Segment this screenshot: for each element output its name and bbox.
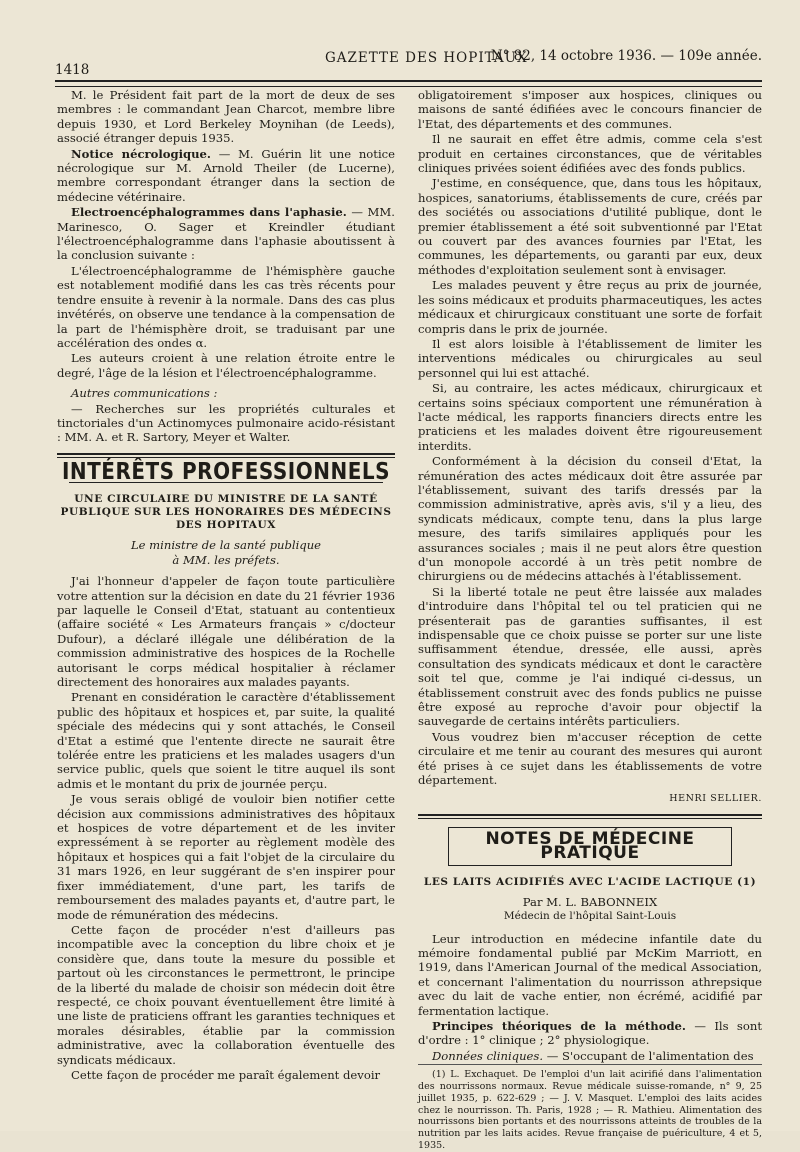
paragraph: J'ai l'honneur d'appeler de façon toute particulière votre attention sur la décision en date du 21 février 1936 par laquelle le Conseil d'Etat, statuant au contentieux (affaire société « Les Armateurs français » c/docteur Dufour), a déclaré illégale une délibération de la commission administrative des hospices de la Rochelle autorisant le corps médical hospitalier à réclamer directement des honoraires aux malades payants. (57, 574, 395, 689)
issue-info: N° 82, 14 octobre 1936. — 109e année. (490, 48, 762, 64)
paragraph: Autres communications : (71, 386, 218, 401)
paragraph (418, 1019, 762, 1048)
paragraph: obligatoirement s'imposer aux hospices, cliniques ou maisons de santé édifiées avec le concours financier de l'Etat, des départements et des communes. (418, 88, 762, 131)
page-header (55, 44, 762, 78)
section-heading: NOTES DE MÉDECINE PRATIQUE (448, 827, 732, 866)
paragraph: L'électroencéphalogramme de l'hémisphère gauche est notablement modifié dans les cas très récents pour tendre ensuite à revenir à la normale. Dans des cas plus invétérés, on observe une tendance à la compensation de la part de l'hémisphère droit, se traduisant par une accélération des ondes α. (57, 263, 395, 350)
addressee-line: Le ministre de la santé publique (130, 538, 322, 553)
paragraph: Si, au contraire, les actes médicaux, chirurgicaux et certains soins spéciaux comportent une rémunération à l'acte médical, les rapports financiers directs entre les praticiens et les malades doivent être rigoureusement interdits. (418, 381, 762, 453)
paragraph: Leur introduction en médecine infantile date du mémoire fondamental publié par McKim Marriott, en 1919, dans l'American Journal of the medical Association, et concernant l'alimentation du nourrisson athrepsique avec du lait de vache entier, non écrémé, acidifié par fermentation lactique. (418, 931, 762, 1018)
paragraph: Les malades peuvent y être reçus au prix de journée, les soins médicaux et produits pharmaceutiques, les actes médicaux et chirurgicaux constituant une sorte de forfait compris dans le prix de journée. (418, 278, 762, 336)
signature: HENRI SELLIER. (669, 792, 762, 804)
paragraph (418, 1049, 762, 1063)
page-number: 1418 (55, 62, 90, 78)
paragraph (57, 205, 395, 263)
paragraph-heading: Electroencéphalogrammes dans l'aphasie. (71, 205, 347, 220)
journal-title: GAZETTE DES HOPITAUX (325, 50, 528, 66)
header-rule (55, 80, 762, 87)
right-column (418, 88, 762, 1152)
section-rule (418, 814, 762, 819)
paragraph: Vous voudrez bien m'accuser réception de cette circulaire et me tenir au courant des mesures qui auront été prises à ce sujet dans les établissements de votre département. (418, 729, 762, 788)
paragraph: Cette façon de procéder me paraît également devoir (71, 1067, 381, 1082)
paragraph: Cette façon de procéder n'est d'ailleurs pas incompatible avec la conception du libre choix et je considère que, dans toute la mesure du possible et partout où les circonstances le permettront, le principe de la liberté du malade de choisir son médecin doit être respecté, ce choix pouvant éventuellement être limité à une liste de praticiens offrant les garanties techniques et morales désirables, établie par la commission administrative, avec la collaboration éventuelle des syndicats médicaux. (57, 922, 395, 1067)
paragraph-heading: Principes théoriques de la méthode. (432, 1018, 686, 1033)
paragraph-text: — M. Guérin lit une notice nécrologique sur M. Arnold Theiler (de Lucerne), membre correspondant étranger dans la section de médecine vétérinaire. (57, 146, 396, 204)
addressee (57, 538, 395, 568)
paragraph-text: — S'occupant de l'alimentation des (543, 1048, 754, 1063)
paragraph: — Recherches sur les propriétés culturales et tinctoriales d'un Actinomyces pulmonaire acido-résistant : MM. A. et R. Sartory, Meyer et Walter. (57, 401, 395, 445)
paragraph-heading: Notice nécrologique. (71, 146, 211, 161)
paragraph-heading: Données cliniques. (432, 1048, 544, 1063)
paragraph: Je vous serais obligé de vouloir bien notifier cette décision aux commissions administratives des hôpitaux et hospices de votre département et de les inviter expressément à se reporter au règlement modèle des hôpitaux et hospices qui a fait l'objet de la circulaire du 31 mars 1926, en leur suggérant de s'en inspirer pour fixer immédiatement, d'une part, les tarifs de remboursement des malades payants et, d'autre part, le mode de rémunération des médecins. (57, 792, 395, 922)
article-title: LES LAITS ACIDIFIÉS AVEC L'ACIDE LACTIQUE (1) (423, 875, 757, 888)
paragraph-text: — MM. Marinesco, O. Sager et Kreindler étudiant l'électroencéphalogramme dans l'aphasie aboutissent à la conclusion suivante : (57, 205, 395, 263)
paragraph-text: — Ils sont d'ordre : 1° clinique ; 2° physiologique. (418, 1018, 762, 1048)
paragraph: Les auteurs croient à une relation étroite entre le degré, l'âge de la lésion et l'électroencéphalogramme. (57, 351, 395, 380)
paragraph: M. le Président fait part de la mort de deux de ses membres : le commandant Jean Charcot, membre libre depuis 1930, et Lord Berkeley Moynihan (de Leeds), associé étranger depuis 1935. (57, 88, 395, 146)
addressee-line: à MM. les préfets. (172, 553, 280, 568)
affiliation: Médecin de l'hôpital Saint-Louis (503, 910, 677, 923)
paragraph: J'estime, en conséquence, que, dans tous les hôpitaux, hospices, sanatoriums, établissements de cure, créés par des sociétés ou associations d'utilité publique, dont le premier établissement a été soit subventionné par l'Etat ou couvert par des avances fournies par l'Etat, les communes, les départements, ou garanti par eux, deux méthodes d'exploitation seulement sont à envisager. (418, 176, 762, 277)
section-heading: INTÉRÊTS PROFESSIONNELS (61, 456, 391, 485)
paragraph: Il ne saurait en effet être admis, comme cela s'est produit en certaines circonstances, que de véritables cliniques privées soient édifiées avec des fonds publics. (418, 132, 762, 176)
paragraph: Si la liberté totale ne peut être laissée aux malades d'introduire dans l'hôpital tel ou tel praticien qui ne présenterait pas de garanties suffisantes, il est indispensable que ce choix puisse se porter sur une liste suffisamment étendue, dressée, elle aussi, après consultation des syndicats médicaux et dont le caractère soit tel que, comme je l'ai indiqué ci-dessus, un établissement construit avec des fonds publics ne puisse être exposé au reproche d'avoir pour objectif la sauvegarde de certains intérêts particuliers. (418, 584, 762, 729)
left-column (57, 88, 395, 1082)
paragraph: Conformément à la décision du conseil d'Etat, la rémunération des actes médicaux doit être assurée par l'établissement, suivant des tarifs dressés par la commission administrative, après avis, s'il y a lieu, des syndicats médicaux, compte tenu, dans la plus large mesure, des tarifs similaires appliqués pour les assurances sociales ; mais il ne peut alors être question d'un monopole accordé à un très petit nombre de chirurgiens ou de médecins attachés à l'établissement. (418, 454, 762, 584)
paragraph (57, 147, 395, 205)
author: Par M. L. BABONNEIX (522, 894, 658, 909)
footnote: (1) L. Exchaquet. De l'emploi d'un lait acirifié dans l'alimentation des nourrissons normaux. Revue médicale suisse-romande, n° 9, 25 juillet 1935, p. 622-629 ; — J. V. Masquet. L'emploi des laits acides chez le nourrisson. Th. Paris, 1928 ; — R. Mathieu. Alimentation des nourrissons bien portants et des nourrissons atteints de troubles de la nutrition par les laits acides. Revue française de puériculture, 4 et 5, 1935. (418, 1064, 762, 1152)
paragraph: Prenant en considération le caractère d'établissement public des hôpitaux et hospices et, par suite, la qualité spéciale des médecins qui y sont attachés, le Conseil d'Etat a estimé que l'entente directe ne saurait être tolérée entre les praticiens et les malades usagers d'un service public, quels que soient le titre auquel ils sont admis et le montant du prix de journée perçu. (57, 690, 395, 791)
article-title: UNE CIRCULAIRE DU MINISTRE DE LA SANTÉ PUBLIQUE SUR LES HONORAIRES DES MÉDECINS DES HOPITAUX (60, 493, 392, 532)
paragraph: Il est alors loisible à l'établissement de limiter les interventions médicales ou chirurgicales au seul personnel qui lui est attaché. (418, 336, 762, 380)
